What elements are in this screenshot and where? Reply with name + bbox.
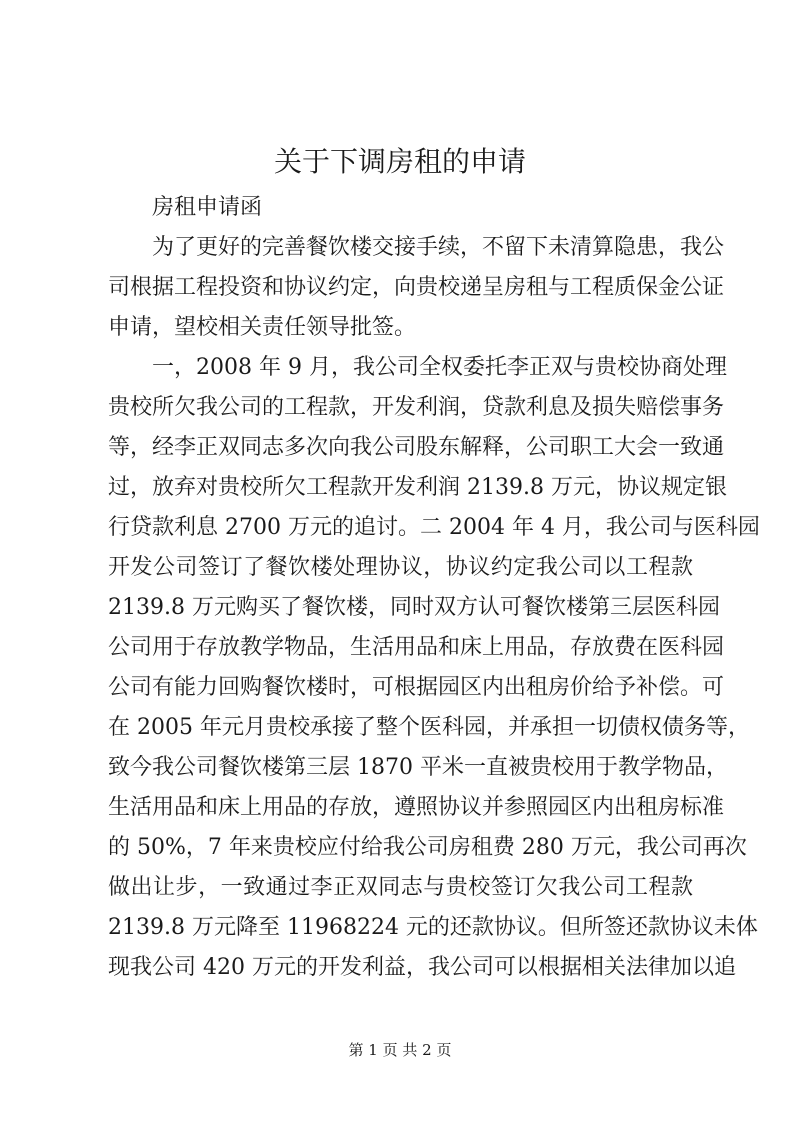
salutation-line: 房租申请函 (152, 195, 263, 220)
document-title: 关于下调房租的申请 (273, 145, 526, 178)
page-number-footer: 第 1 页 共 2 页 (348, 1041, 452, 1059)
body-line: 一，2008 年 9 月，我公司全权委托李正双与贵校协商处理 (152, 355, 727, 380)
body-line: 过，放弃对贵校所欠工程款开发利润 2139.8 万元，协议规定银 (108, 475, 727, 500)
body-line: 的 50%，7 年来贵校应付给我公司房租费 280 万元，我公司再次 (108, 835, 747, 860)
body-line: 在 2005 年元月贵校承接了整个医科园，并承担一切债权债务等， (108, 715, 750, 740)
body-line: 开发公司签订了餐饮楼处理协议，协议约定我公司以工程款 (108, 555, 693, 580)
body-line: 2139.8 万元购买了餐饮楼，同时双方认可餐饮楼第三层医科园 (108, 595, 720, 620)
body-line: 申请，望校相关责任领导批签。 (108, 315, 417, 340)
body-line: 做出让步，一致通过李正双同志与贵校签订欠我公司工程款 (108, 875, 693, 900)
body-line: 2139.8 万元降至 11968224 元的还款协议。但所签还款协议未体 (108, 915, 758, 940)
body-line: 公司有能力回购餐饮楼时，可根据园区内出租房价给予补偿。可 (108, 675, 725, 700)
body-line: 生活用品和床上用品的存放，遵照协议并参照园区内出租房标准 (108, 795, 725, 820)
body-line: 公司用于存放教学物品，生活用品和床上用品，存放费在医科园 (108, 635, 725, 660)
body-line: 司根据工程投资和协议约定，向贵校递呈房租与工程质保金公证 (108, 275, 725, 300)
body-line: 现我公司 420 万元的开发利益，我公司可以根据相关法律加以追 (108, 955, 736, 980)
body-line: 为了更好的完善餐饮楼交接手续，不留下未清算隐患，我公 (152, 235, 725, 260)
body-line: 贵校所欠我公司的工程款，开发利润，贷款利息及损失赔偿事务 (108, 395, 725, 420)
body-line: 行贷款利息 2700 万元的追讨。二 2004 年 4 月，我公司与医科园 (108, 515, 760, 540)
body-line: 致今我公司餐饮楼第三层 1870 平米一直被贵校用于教学物品， (108, 755, 728, 780)
body-line: 等，经李正双同志多次向我公司股东解释，公司职工大会一致通 (108, 435, 725, 460)
